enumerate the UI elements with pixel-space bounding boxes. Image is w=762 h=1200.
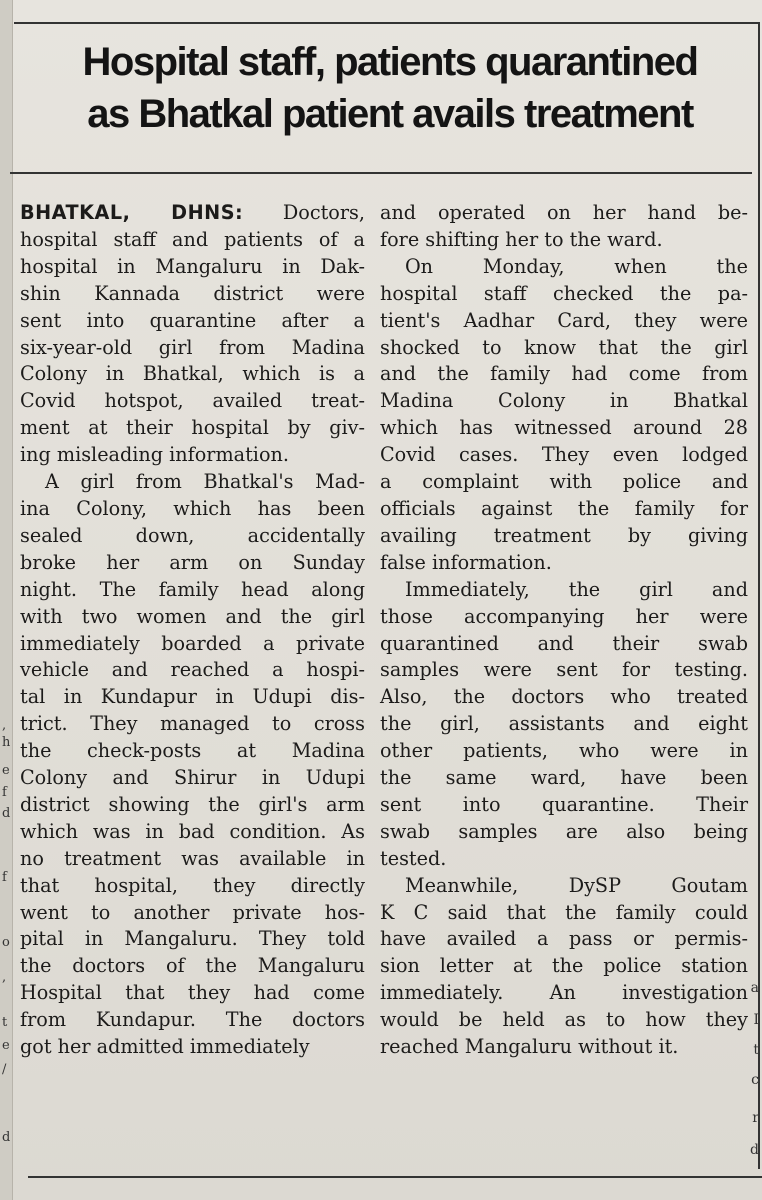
article-bottom-border: [28, 1176, 762, 1178]
article-text-line: Also, the doctors who treated: [380, 685, 748, 709]
article-text-line: immediately. An investigation: [380, 981, 748, 1005]
margin-fragment: t: [753, 1042, 759, 1058]
article-text-line: availing treatment by giving: [380, 523, 748, 547]
article-text-line: Immediately, the girl and: [404, 577, 748, 601]
article-text-line: district showing the girl's arm: [20, 792, 365, 816]
headline-line-1: Hospital staff, patients quarantined: [82, 40, 698, 84]
article-text-line: trict. They managed to cross: [20, 712, 365, 736]
margin-fragment: a: [750, 980, 759, 996]
article-text-line: shocked to know that the girl: [380, 335, 748, 359]
article-text-line: A girl from Bhatkal's Mad-: [44, 470, 365, 494]
margin-fragment: ,: [2, 970, 7, 985]
margin-fragment: d: [2, 1130, 11, 1145]
article-text-line: shin Kannada district were: [20, 281, 365, 305]
margin-fragment: e: [2, 1038, 10, 1053]
article-text-line: [20, 200, 365, 227]
article-column-2: [380, 200, 748, 1061]
article-text-line: samples were sent for testing.: [380, 658, 748, 682]
headline: [30, 36, 750, 140]
article-text-line: would be held as to how they: [380, 1008, 748, 1032]
article-text-line: with two women and the girl: [20, 604, 365, 628]
article-text-line: and the family had come from: [380, 362, 748, 386]
article-text-line: those accompanying her were: [380, 604, 748, 628]
dateline: BHATKAL, DHNS:: [20, 201, 244, 224]
article-text-line: hospital staff checked the pa-: [380, 281, 748, 305]
margin-fragment: h: [2, 735, 11, 750]
article-text-line: no treatment was available in: [20, 846, 365, 870]
article-text-line: swab samples are also being: [380, 819, 748, 843]
article-text-line: which was in bad condition. As: [20, 819, 365, 843]
article-text-line: night. The family head along: [20, 577, 365, 601]
article-column-1: [20, 200, 365, 1061]
article-text-line: that hospital, they directly: [20, 873, 365, 897]
article-text-line: hospital in Mangaluru in Dak-: [20, 254, 365, 278]
article-text-line: the check-posts at Madina: [20, 739, 365, 763]
article-text-line: other patients, who were in: [380, 739, 748, 763]
article-text-line: fore shifting her to the ward.: [380, 227, 663, 251]
article-text-line: tested.: [380, 846, 447, 870]
margin-fragment: o: [2, 935, 10, 950]
article-text-line: false information.: [380, 550, 552, 574]
article-text-line: ment at their hospital by giv-: [20, 416, 365, 440]
article-text-line: sent into quarantine after a: [20, 308, 365, 332]
article-text-line: immediately boarded a private: [20, 631, 365, 655]
article-text-line: tal in Kundapur in Udupi dis-: [20, 685, 365, 709]
article-text-line: Colony and Shirur in Udupi: [20, 766, 365, 790]
article-text-line: pital in Mangaluru. They told: [20, 927, 365, 951]
article-text-line: Madina Colony in Bhatkal: [380, 389, 748, 413]
article-text-line: Colony in Bhatkal, which is a: [20, 362, 365, 386]
margin-fragment: f: [2, 870, 7, 885]
article-text-line: went to another private hos-: [20, 900, 365, 924]
article-text-line: got her admitted immediately: [20, 1035, 310, 1059]
margin-fragment: I: [753, 1012, 759, 1028]
article-text-line: Covid hotspot, availed treat-: [20, 389, 365, 413]
article-text-line: reached Mangaluru without it.: [380, 1035, 679, 1059]
margin-fragment: /: [2, 1062, 7, 1077]
headline-line-2: as Bhatkal patient avails treatment: [87, 92, 693, 136]
article-text-line: the girl, assistants and eight: [380, 712, 748, 736]
article-text-line: quarantined and their swab: [380, 631, 748, 655]
article-text-line: six-year-old girl from Madina: [20, 335, 365, 359]
article-text-line: and operated on her hand be-: [380, 201, 748, 224]
margin-fragment: e: [2, 763, 10, 778]
article-text-line: have availed a pass or permis-: [380, 927, 748, 951]
article-text-line: from Kundapur. The doctors: [20, 1008, 365, 1032]
article-text-line: Meanwhile, DySP Goutam: [404, 873, 748, 897]
article-text-line: ing misleading information.: [20, 443, 289, 467]
article-text-line: K C said that the family could: [380, 900, 748, 924]
margin-fragment: c: [751, 1072, 759, 1088]
margin-fragment: t: [2, 1015, 8, 1030]
article-text-line: officials against the family for: [380, 496, 748, 520]
margin-fragment: d: [2, 806, 11, 821]
article-text-fragment: Doctors,: [243, 201, 365, 224]
article-text-line: a complaint with police and: [380, 470, 748, 494]
article-text-line: broke her arm on Sunday: [20, 550, 365, 574]
article-text-line: Covid cases. They even lodged: [380, 443, 748, 467]
article-text-line: sion letter at the police station: [380, 954, 748, 978]
article-text-line: Hospital that they had come: [20, 981, 365, 1005]
article-text-line: tient's Aadhar Card, they were: [380, 308, 748, 332]
article-text-line: sent into quarantine. Their: [380, 792, 748, 816]
article-text-line: vehicle and reached a hospi-: [20, 658, 365, 682]
article-text-line: which has witnessed around 28: [380, 416, 748, 440]
article-text-line: hospital staff and patients of a: [20, 227, 365, 251]
adjacent-column-edge: [0, 0, 13, 1200]
margin-fragment: r: [752, 1110, 759, 1126]
article-text-line: sealed down, accidentally: [20, 523, 365, 547]
article-text-line: the same ward, have been: [380, 766, 748, 790]
margin-fragment: d: [750, 1142, 759, 1158]
article-text-line: ina Colony, which has been: [20, 496, 365, 520]
article-text-line: the doctors of the Mangaluru: [20, 954, 365, 978]
headline-divider: [10, 172, 752, 174]
margin-fragment: ,: [2, 718, 7, 733]
article-text-line: On Monday, when the: [404, 254, 748, 278]
margin-fragment: f: [2, 785, 7, 800]
